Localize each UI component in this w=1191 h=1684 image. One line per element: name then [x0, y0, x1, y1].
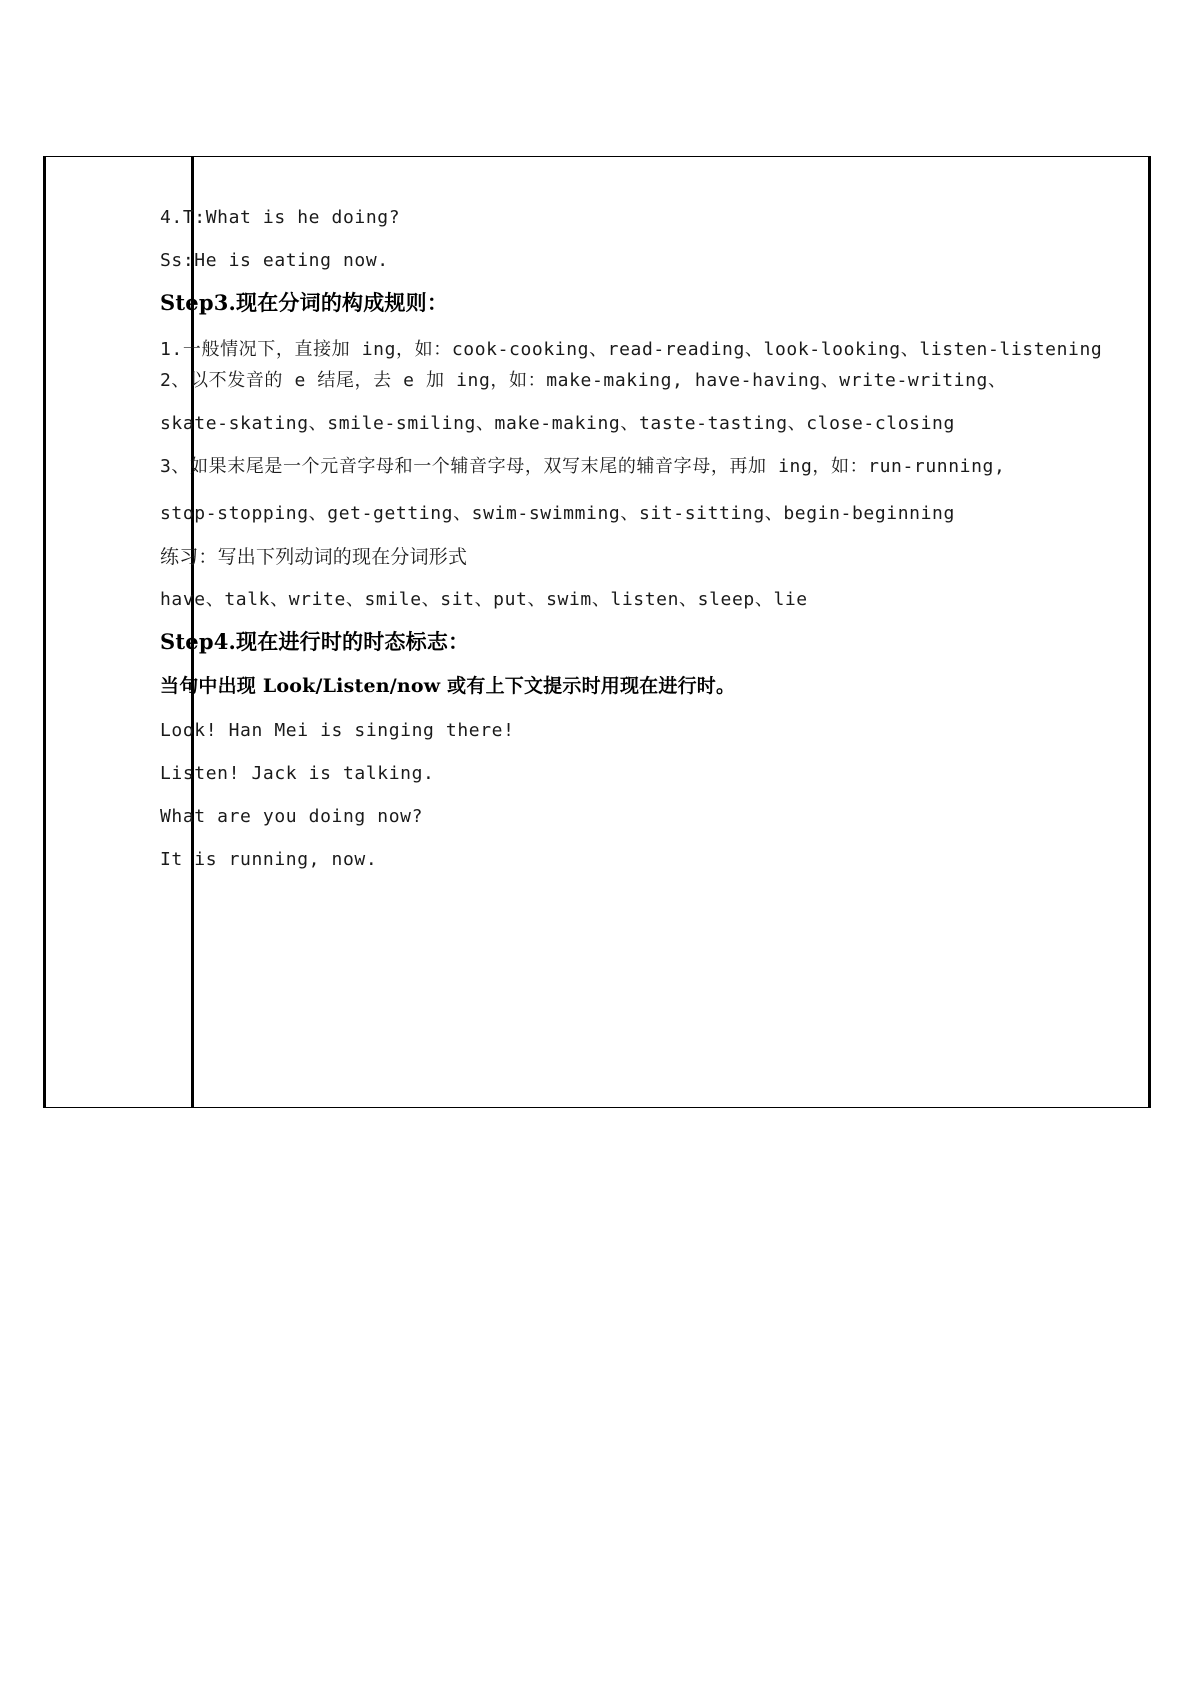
step4-rule: 当句中出现 Look/Listen/now 或有上下文提示时用现在进行时。	[160, 675, 736, 697]
dialogue-answer: Ss:He is eating now.	[160, 250, 389, 271]
example-4: It is running, now.	[160, 849, 378, 870]
rule-3-examples: stop-stopping、get-getting、swim-swimming、sit-sitting、begin-beginning	[160, 503, 955, 524]
example-3: What are you doing now?	[160, 806, 424, 827]
exercise-prompt: 练习：写出下列动词的现在分词形式	[160, 546, 468, 568]
dialogue-question: 4.T:What is he doing?	[160, 207, 401, 228]
rule-1: 1.一般情况下，直接加 ing，如：cook-cooking、read-reading、look-looking、listen-listening	[160, 339, 1103, 360]
exercise-words: have、talk、write、smile、sit、put、swim、listen、sleep、lie	[160, 589, 808, 610]
rule-2-examples: skate-skating、smile-smiling、make-making、taste-tasting、close-closing	[160, 413, 955, 434]
example-2: Listen! Jack is talking.	[160, 763, 435, 784]
rule-2: 2、以不发音的 e 结尾，去 e 加 ing，如：make-making, have-having、write-writing、	[160, 370, 1007, 391]
step4-heading: Step4.现在进行时的时态标志：	[160, 629, 470, 654]
example-1: Look! Han Mei is singing there!	[160, 720, 515, 741]
step3-heading: Step3.现在分词的构成规则：	[160, 290, 449, 315]
rule-3: 3、如果末尾是一个元音字母和一个辅音字母，双写末尾的辅音字母，再加 ing，如：run-running,	[160, 456, 1006, 477]
